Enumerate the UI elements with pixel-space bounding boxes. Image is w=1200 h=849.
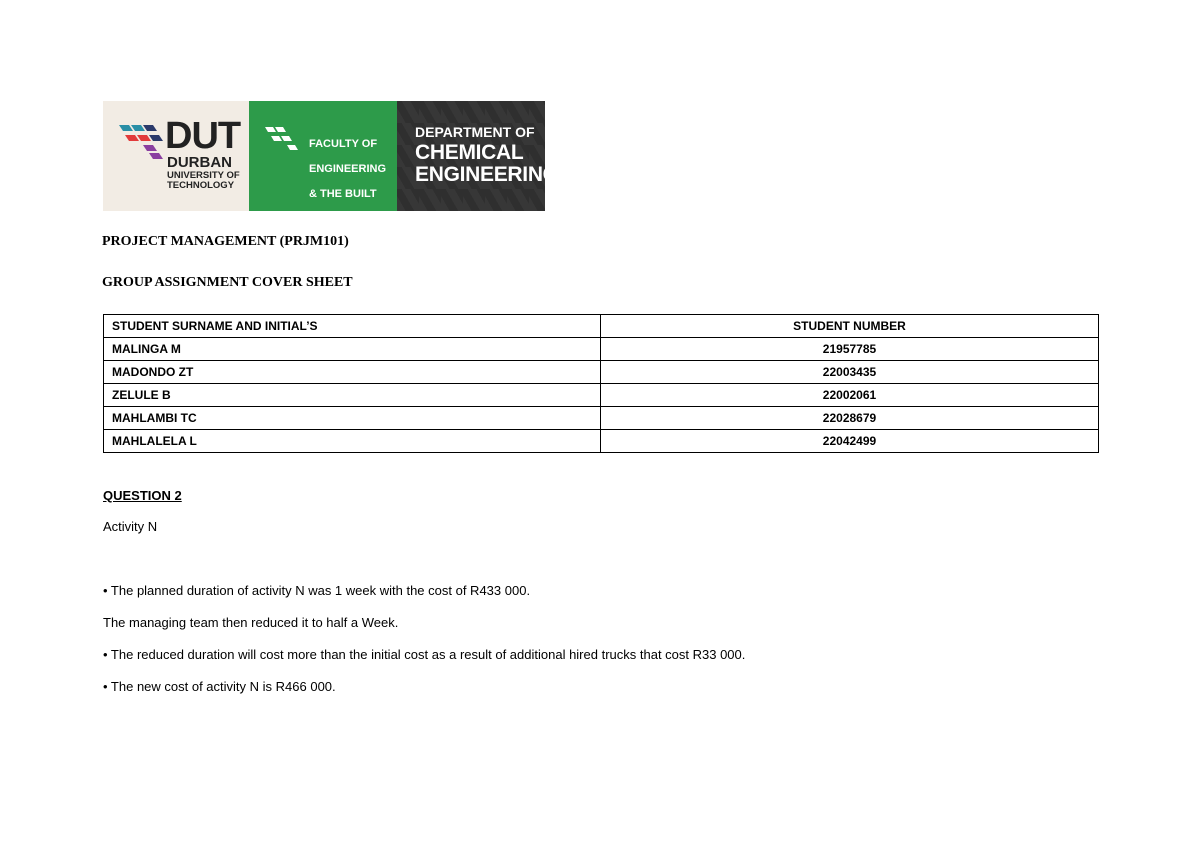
sheet-title: GROUP ASSIGNMENT COVER SHEET bbox=[102, 275, 353, 290]
dut-sub-line-1: UNIVERSITY OF bbox=[167, 170, 240, 181]
answer-line-2: The managing team then reduced it to half a Week. bbox=[103, 615, 399, 630]
faculty-line-3: & THE BUILT bbox=[309, 187, 377, 200]
student-name: MAHLALELA L bbox=[104, 430, 601, 453]
department-logo-panel bbox=[397, 101, 559, 211]
faculty-logo-panel bbox=[249, 101, 397, 225]
header-logo-banner bbox=[103, 101, 559, 225]
dut-logo-panel bbox=[103, 101, 249, 211]
answer-line-3: • The reduced duration will cost more than the initial cost as a result of additional hired trucks that cost R33 000. bbox=[103, 647, 746, 662]
department-line-1: DEPARTMENT OF bbox=[415, 124, 535, 140]
table-header-row bbox=[104, 315, 1099, 338]
faculty-name bbox=[309, 125, 390, 238]
course-title: PROJECT MANAGEMENT (PRJM101) bbox=[102, 234, 349, 249]
faculty-line-1: FACULTY OF bbox=[309, 137, 378, 150]
dut-sub-line-2: TECHNOLOGY bbox=[167, 180, 235, 191]
student-name: MALINGA M bbox=[104, 338, 601, 361]
question-title: QUESTION 2 bbox=[103, 488, 182, 503]
faculty-line-4: ENVIRONMENT bbox=[309, 212, 391, 225]
student-number: 22003435 bbox=[601, 361, 1099, 384]
header-surname: STUDENT SURNAME AND INITIAL’S bbox=[104, 315, 601, 338]
dut-flag-icon bbox=[117, 123, 165, 161]
faculty-line-2: ENGINEERING bbox=[309, 162, 387, 175]
dut-subtitle bbox=[167, 171, 240, 191]
student-table bbox=[103, 314, 1099, 453]
activity-label: Activity N bbox=[103, 519, 158, 534]
answer-line-1: • The planned duration of activity N was 1 week with the cost of R433 000. bbox=[103, 583, 531, 598]
student-number: 21957785 bbox=[601, 338, 1099, 361]
answer-line-4: • The new cost of activity N is R466 000. bbox=[103, 679, 336, 694]
table-row bbox=[104, 361, 1099, 384]
table-row bbox=[104, 384, 1099, 407]
student-number: 22002061 bbox=[601, 384, 1099, 407]
student-name: MAHLAMBI TC bbox=[104, 407, 601, 430]
dut-name: DURBAN bbox=[167, 154, 232, 171]
table-row bbox=[104, 407, 1099, 430]
student-name: ZELULE B bbox=[104, 384, 601, 407]
table-row bbox=[104, 338, 1099, 361]
dut-abbrev: DUT bbox=[165, 115, 241, 157]
table-row bbox=[104, 430, 1099, 453]
department-line-3: ENGINEERING bbox=[415, 163, 559, 186]
faculty-flag-icon bbox=[265, 125, 301, 155]
student-name: MADONDO ZT bbox=[104, 361, 601, 384]
department-line-2: CHEMICAL bbox=[415, 141, 524, 164]
student-number: 22028679 bbox=[601, 407, 1099, 430]
header-student-number: STUDENT NUMBER bbox=[601, 315, 1099, 338]
student-number: 22042499 bbox=[601, 430, 1099, 453]
